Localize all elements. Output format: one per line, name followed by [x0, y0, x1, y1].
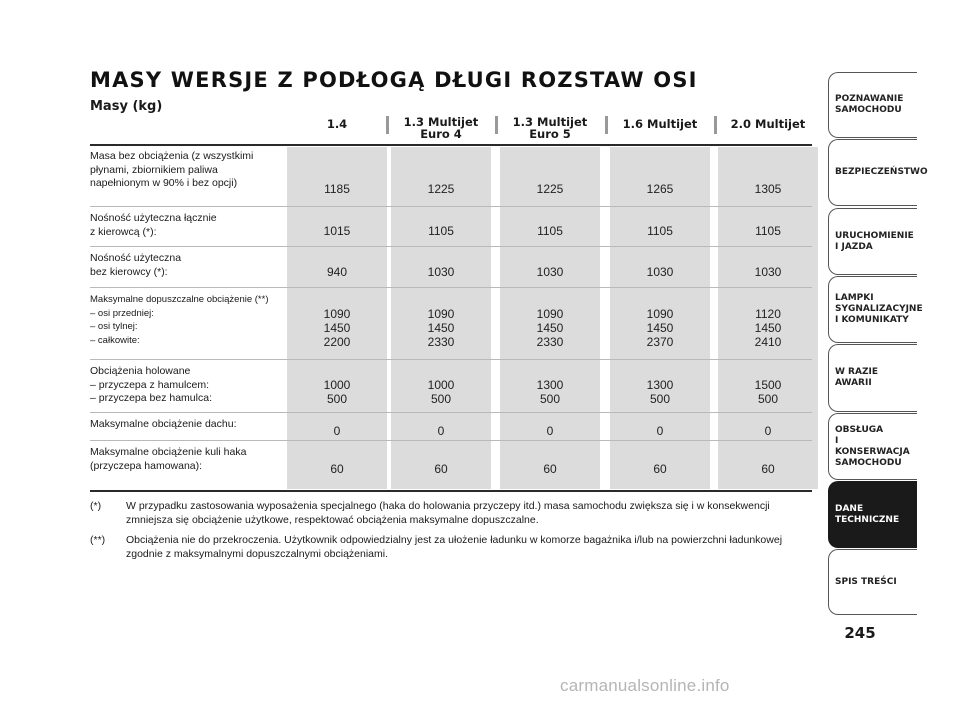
footnote-mark: (**) [90, 534, 106, 546]
table-cell [610, 224, 710, 238]
text-line: z kierowcą (*): [90, 225, 157, 238]
sidebar-tab[interactable] [828, 276, 923, 343]
text-line: 1120 [755, 307, 781, 321]
column-header [287, 118, 387, 130]
table-cell [718, 182, 818, 196]
text-line: (przyczepa hamowana): [90, 459, 203, 472]
table-cell [718, 265, 818, 279]
text-line: – całkowite: [90, 334, 140, 346]
row-label [90, 212, 280, 239]
sidebar-tab-label [835, 231, 914, 253]
text-line: Euro 5 [529, 127, 571, 141]
footnote-mark: (*) [90, 500, 102, 512]
table-cell [287, 378, 387, 406]
sidebar-tab-label [835, 425, 913, 469]
table-cell [500, 424, 600, 438]
table-cell [287, 224, 387, 238]
table-cell [391, 378, 491, 406]
text-line: 2.0 Multijet [730, 117, 806, 131]
table-cell [500, 462, 600, 476]
text-line: POZNAWANIE [835, 94, 904, 104]
column-header [391, 116, 491, 140]
table-subtitle: Masy (kg) [90, 99, 163, 114]
text-line: Nośność użyteczna łącznie [90, 212, 217, 224]
footnote [90, 534, 812, 561]
text-line: 60 [330, 462, 344, 476]
column-header [500, 116, 600, 140]
text-line: – przyczepa bez hamulca: [90, 392, 212, 404]
row-label [90, 293, 280, 347]
table-cell [610, 182, 710, 196]
text-line: 0 [656, 424, 664, 438]
text-line: 1305 [754, 182, 782, 196]
text-line: 1105 [428, 224, 454, 238]
text-line: 1300 [646, 378, 674, 392]
text-line: Maksymalne dopuszczalne obciążenie (**) [90, 294, 269, 305]
text-line: 1090 [323, 307, 351, 321]
column-divider [495, 116, 498, 134]
row-label [90, 418, 280, 432]
text-line: 1.3 Multijet [512, 115, 588, 129]
text-line: 1030 [646, 265, 674, 279]
text-line: 1450 [646, 321, 674, 335]
table-cell [610, 424, 710, 438]
text-line: 1.4 [326, 117, 348, 131]
table-cell [287, 307, 387, 349]
text-line: 500 [430, 392, 452, 406]
text-line: 2370 [646, 335, 674, 349]
text-line: 60 [761, 462, 775, 476]
table-cell [287, 424, 387, 438]
row-divider [90, 359, 812, 360]
sidebar-tab[interactable] [828, 413, 917, 480]
text-line: napełnionym w 90% i bez opcji) [90, 177, 238, 189]
bottom-rule [90, 490, 812, 492]
row-label [90, 365, 280, 406]
text-line: 1225 [427, 182, 455, 196]
column-divider [605, 116, 608, 134]
text-line: 60 [653, 462, 667, 476]
table-cell [287, 265, 387, 279]
text-line: 0 [764, 424, 772, 438]
sidebar-tab-label [835, 367, 913, 389]
sidebar-tab-label [835, 504, 899, 526]
text-line: URUCHOMIENIE [835, 230, 914, 241]
table-cell [391, 182, 491, 196]
text-line: – osi tylnej: [90, 321, 138, 332]
table-cell [610, 265, 710, 279]
table-cell [287, 182, 387, 196]
text-line: I JAZDA [835, 241, 873, 252]
sidebar-tab-label [835, 577, 897, 588]
table-cell [718, 462, 818, 476]
text-line: Maksymalne obciążenie dachu: [90, 418, 237, 430]
footnote-text: Obciążenia nie do przekroczenia. Użytkownik odpowiedzialny jest za ułożenie ładunku w komorze bagażnika i/lub na powierzchni ładunkowej zgodnie z maksymalnymi dopuszczalnymi obciążeniami. [126, 534, 783, 560]
text-line: SPIS TREŚCI [835, 576, 897, 587]
table-cell [391, 307, 491, 349]
text-line: 1500 [754, 378, 782, 392]
column-header [610, 118, 710, 130]
page-number: 245 [844, 624, 876, 642]
table-cell [610, 307, 710, 349]
watermark: carmanualsonline.info [560, 676, 730, 695]
footnote [90, 500, 812, 527]
footnotes [90, 500, 812, 568]
text-line: płynami, zbiornikiem paliwa [90, 163, 218, 176]
row-label [90, 446, 280, 473]
text-line: OBSŁUGA [835, 424, 884, 435]
sidebar-tab[interactable] [828, 139, 928, 206]
text-line: DANE [835, 503, 864, 514]
row-divider [90, 246, 812, 247]
text-line: W RAZIE AWARII [835, 367, 878, 388]
text-line: 2330 [427, 335, 455, 349]
text-line: 0 [546, 424, 554, 438]
footnote-text: W przypadku zastosowania wyposażenia specjalnego (haka do holowania przyczepy itd.) masa samochodu zwiększa się i w konsekwencji zmniejsza się obciążenie użytkowe, respektować obciążenia maksymalne dopuszczalne. [126, 500, 770, 526]
text-line: 60 [434, 462, 448, 476]
sidebar-tab[interactable] [828, 208, 917, 275]
text-line: 1.3 Multijet [403, 115, 479, 129]
table-cell [610, 378, 710, 406]
column-header [718, 118, 818, 130]
text-line: 1015 [323, 224, 351, 238]
text-line: – przyczepa z hamulcem: [90, 378, 210, 391]
text-line: I KONSERWACJA [835, 435, 910, 457]
text-line: 2200 [323, 335, 351, 349]
text-line: 1030 [536, 265, 564, 279]
text-line: 500 [539, 392, 561, 406]
text-line: Nośność użyteczna [90, 252, 182, 264]
text-line: Masa bez obciążenia (z wszystkimi [90, 150, 254, 162]
sidebar-tab-label [835, 167, 928, 178]
text-line: SYGNALIZACYJNE [835, 304, 923, 314]
row-divider [90, 440, 812, 441]
table-cell [718, 424, 818, 438]
text-line: 1105 [647, 224, 673, 238]
table-cell [500, 265, 600, 279]
row-label [90, 252, 280, 279]
table-cell [500, 224, 600, 238]
table-cell [718, 378, 818, 406]
text-line: 500 [649, 392, 671, 406]
text-line: 1030 [427, 265, 455, 279]
text-line: 2330 [536, 335, 564, 349]
table-cell [391, 224, 491, 238]
column-divider [714, 116, 717, 134]
text-line: 1105 [537, 224, 563, 238]
text-line: 60 [543, 462, 557, 476]
sidebar-tab[interactable] [828, 481, 917, 548]
sidebar-tab[interactable] [828, 344, 917, 412]
row-divider [90, 412, 812, 413]
table-cell [391, 424, 491, 438]
text-line: TECHNICZNE [835, 514, 900, 525]
table-cell [500, 182, 600, 196]
table-cell [391, 265, 491, 279]
table-cell [500, 307, 600, 349]
sidebar-tab[interactable] [828, 72, 917, 138]
text-line: 1090 [646, 307, 674, 321]
text-line: 1450 [323, 321, 351, 335]
text-line: 1185 [324, 182, 350, 196]
text-line: Euro 4 [420, 127, 462, 141]
table-cell [610, 462, 710, 476]
text-line: 500 [326, 392, 348, 406]
text-line: I KOMUNIKATY [835, 315, 909, 325]
table-cell [391, 462, 491, 476]
sidebar-tab-label [835, 94, 903, 116]
page-title: MASY WERSJE Z PODŁOGĄ DŁUGI ROZSTAW OSI [90, 68, 698, 92]
text-line: 940 [326, 265, 348, 279]
text-line: 1300 [536, 378, 564, 392]
table-cell [718, 224, 818, 238]
text-line: SAMOCHODU [835, 457, 902, 468]
text-line: 1030 [754, 265, 782, 279]
text-line: 1450 [427, 321, 455, 335]
text-line: 0 [333, 424, 341, 438]
table-cell [500, 378, 600, 406]
text-line: 1225 [536, 182, 564, 196]
text-line: 500 [757, 392, 779, 406]
text-line: 1090 [427, 307, 455, 321]
text-line: 1.6 Multijet [622, 117, 698, 131]
text-line: 2410 [754, 335, 782, 349]
text-line: 1090 [536, 307, 564, 321]
text-line: 1105 [755, 224, 781, 238]
table-cell [287, 462, 387, 476]
text-line: 0 [437, 424, 445, 438]
row-divider [90, 287, 812, 288]
text-line: 1450 [754, 321, 782, 335]
text-line: Maksymalne obciążenie kuli haka [90, 446, 247, 458]
text-line: – osi przedniej: [90, 307, 154, 319]
sidebar-tab-label [835, 293, 923, 326]
row-label [90, 150, 280, 191]
row-divider [90, 206, 812, 207]
text-line: 1000 [323, 378, 351, 392]
text-line: 1450 [536, 321, 564, 335]
text-line: bez kierowcy (*): [90, 265, 168, 278]
text-line: Obciążenia holowane [90, 365, 191, 377]
header-rule [90, 144, 812, 146]
table-cell [718, 307, 818, 349]
text-line: 1000 [427, 378, 455, 392]
sidebar-tab[interactable] [828, 549, 917, 615]
text-line: LAMPKI [835, 293, 874, 303]
text-line: BEZPIECZEŃSTWO [835, 167, 928, 177]
text-line: 1265 [646, 182, 674, 196]
text-line: SAMOCHODU [835, 105, 902, 115]
